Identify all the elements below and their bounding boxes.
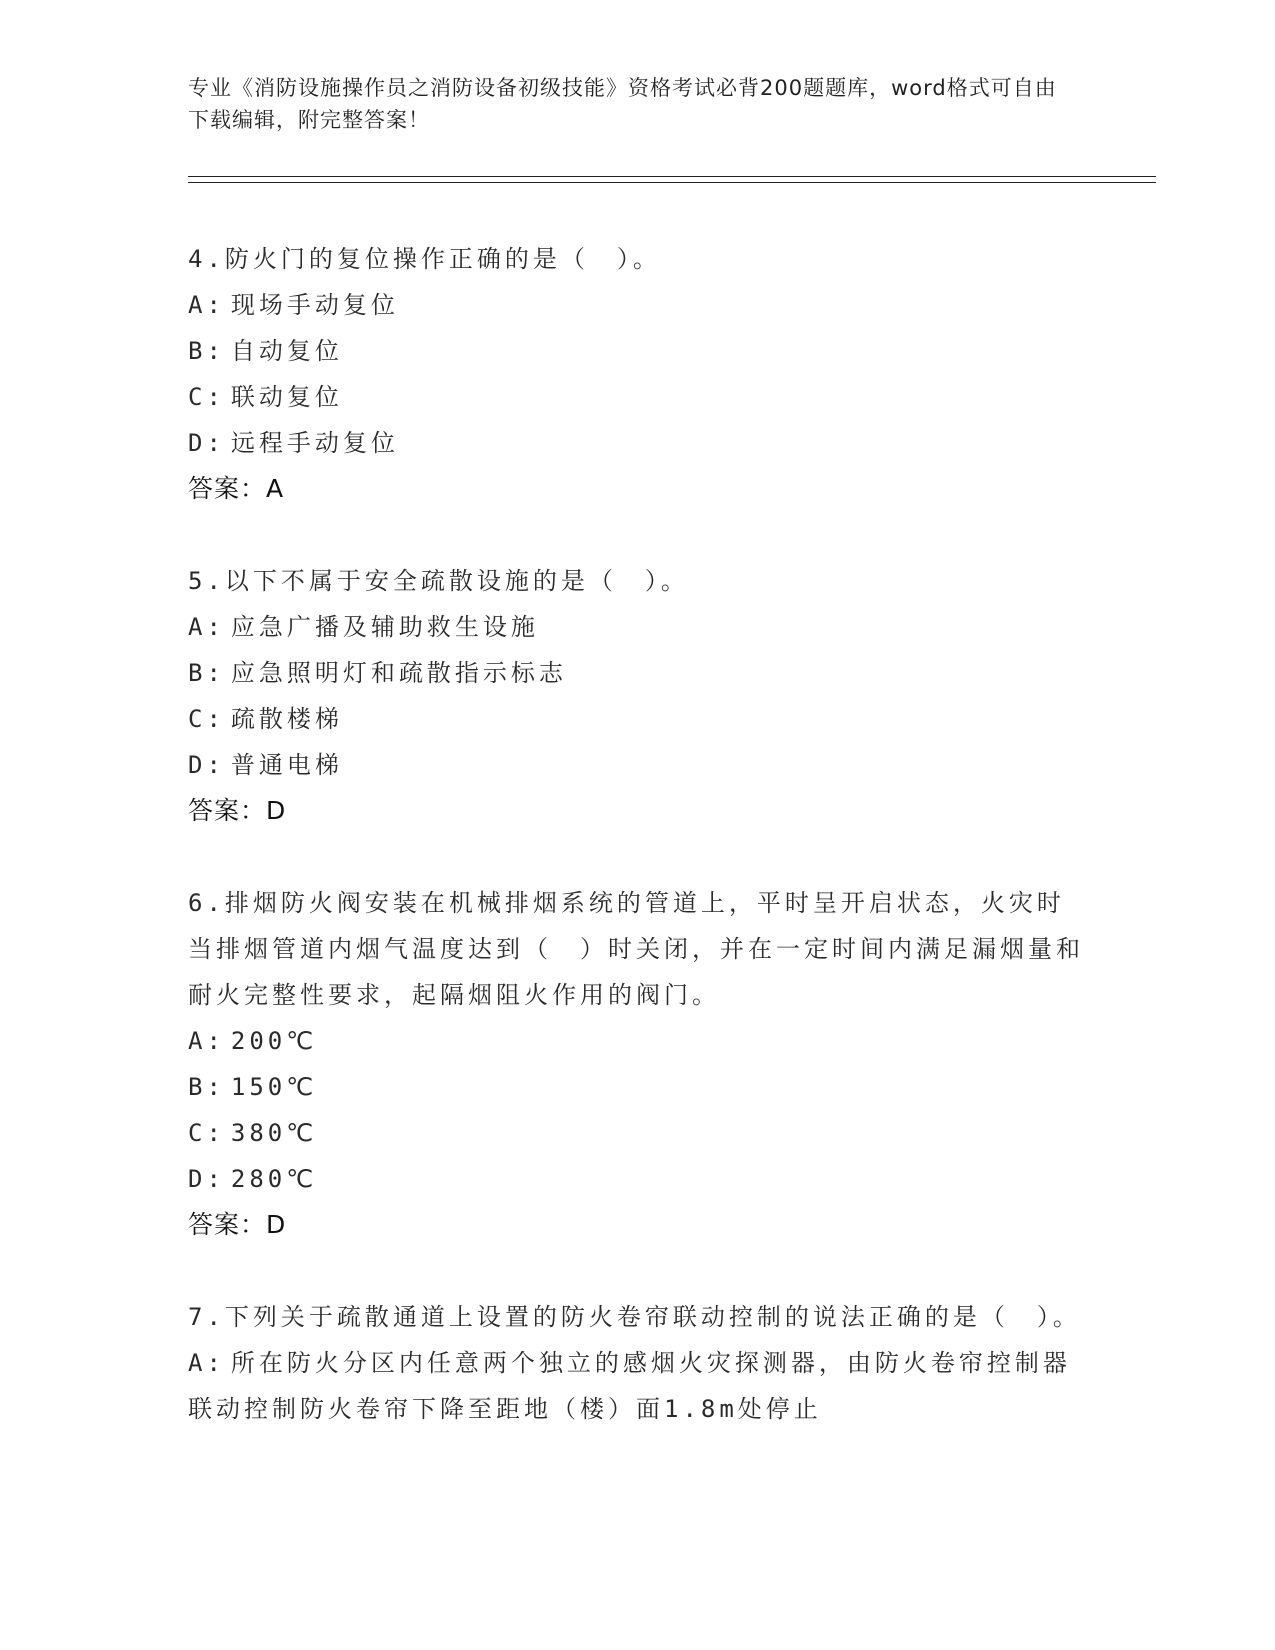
question-stem: 5.以下不属于安全疏散设施的是（ ）。 bbox=[188, 567, 689, 595]
option-key: D: bbox=[188, 1165, 225, 1193]
option-key: A: bbox=[188, 1349, 225, 1377]
question-list bbox=[188, 236, 1088, 1478]
option-text: 远程手动复位 bbox=[230, 429, 399, 457]
option-text: 280℃ bbox=[230, 1165, 318, 1193]
option-text: 自动复位 bbox=[230, 337, 343, 365]
option-text: 联动复位 bbox=[230, 383, 343, 411]
question-item bbox=[188, 880, 1088, 1248]
option-text: 普通电梯 bbox=[230, 751, 343, 779]
option-a bbox=[188, 1018, 1088, 1064]
answer-line: 答案：D bbox=[188, 796, 287, 825]
option-b bbox=[188, 328, 1088, 374]
header-divider-top bbox=[188, 176, 1156, 177]
option-key: B: bbox=[188, 1073, 225, 1101]
option-c bbox=[188, 1110, 1088, 1156]
question-item bbox=[188, 558, 1088, 834]
answer-line: 答案：D bbox=[188, 1210, 287, 1239]
option-d bbox=[188, 1156, 1088, 1202]
option-key: A: bbox=[188, 1027, 225, 1055]
option-b bbox=[188, 650, 1088, 696]
option-key: A: bbox=[188, 291, 225, 319]
option-a bbox=[188, 282, 1088, 328]
option-c bbox=[188, 374, 1088, 420]
option-key: D: bbox=[188, 751, 225, 779]
option-text: 200℃ bbox=[230, 1027, 318, 1055]
document-header: 专业《消防设施操作员之消防设备初级技能》资格考试必背200题题库，word格式可自由下载编辑，附完整答案！ bbox=[188, 76, 1057, 132]
option-a bbox=[188, 604, 1088, 650]
option-key: A: bbox=[188, 613, 225, 641]
option-b bbox=[188, 1064, 1088, 1110]
question-stem: 4.防火门的复位操作正确的是（ ）。 bbox=[188, 245, 661, 273]
question-item bbox=[188, 1294, 1088, 1432]
option-text: 应急广播及辅助救生设施 bbox=[230, 613, 539, 641]
question-stem: 6.排烟防火阀安装在机械排烟系统的管道上，平时呈开启状态，火灾时当排烟管道内烟气温度达到（ ）时关闭，并在一定时间内满足漏烟量和耐火完整性要求，起隔烟阻火作用的阀门。 bbox=[188, 889, 1084, 1009]
option-text: 应急照明灯和疏散指示标志 bbox=[230, 659, 567, 687]
option-a bbox=[188, 1340, 1088, 1432]
question-item bbox=[188, 236, 1088, 512]
option-key: C: bbox=[188, 383, 225, 411]
header-divider-bottom bbox=[188, 182, 1156, 183]
option-key: C: bbox=[188, 1119, 225, 1147]
option-key: B: bbox=[188, 659, 225, 687]
option-text: 380℃ bbox=[230, 1119, 318, 1147]
option-d bbox=[188, 742, 1088, 788]
option-d bbox=[188, 420, 1088, 466]
option-key: C: bbox=[188, 705, 225, 733]
option-text: 所在防火分区内任意两个独立的感烟火灾探测器，由防火卷帘控制器联动控制防火卷帘下降至距地（楼）面1.8m处停止 bbox=[188, 1349, 1071, 1423]
option-text: 现场手动复位 bbox=[230, 291, 399, 319]
answer-line: 答案：A bbox=[188, 474, 285, 503]
option-key: B: bbox=[188, 337, 225, 365]
question-stem: 7.下列关于疏散通道上设置的防火卷帘联动控制的说法正确的是（ ）。 bbox=[188, 1303, 1081, 1331]
option-key: D: bbox=[188, 429, 225, 457]
option-text: 疏散楼梯 bbox=[230, 705, 343, 733]
option-text: 150℃ bbox=[230, 1073, 318, 1101]
option-c bbox=[188, 696, 1088, 742]
